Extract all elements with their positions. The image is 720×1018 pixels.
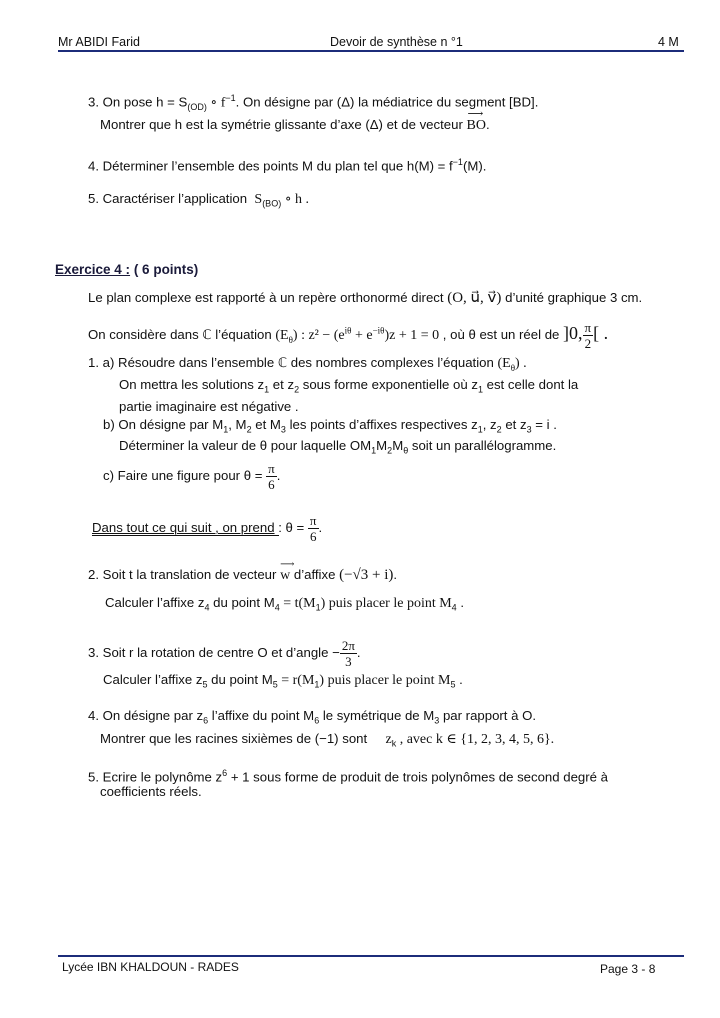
exercise4-q5-line2: coefficients réels. — [100, 784, 202, 799]
part-a-q3-line2: Montrer que h est la symétrie glissante d’axe (Δ) et de vecteur ⟶ BO. — [100, 108, 490, 133]
part-a-q5: 5. Caractériser l’application $S_{(BO)}$ ∘ h . — [88, 191, 310, 209]
exercise4-q2-line2: Calculer l’affixe $z_4$ du point $M_4 = t(M_1)$ puis placer le point $M_4$ . — [105, 595, 465, 613]
exercise4-q4: 4. On désigne par $z_6$ l’affixe du point $M_6$ le symétrique de $M_3$ par rapport à O. — [88, 708, 537, 726]
exercise4-q3: 3. Soit r la rotation de centre O et d’angle − $\frac{2\pi}{3}$ . — [88, 638, 361, 669]
exercise4-q5: 5. Ecrire le polynôme $z^6 + 1$ sous forme de produit de trois polynômes de second degré à — [88, 768, 608, 785]
footer-rule — [58, 955, 684, 957]
exercise4-intro: Le plan complexe est rapporté à un repère orthonormé direct (O, u⃗, v⃗) d’unité graphique 3 cm. — [88, 290, 643, 306]
header-author: Mr ABIDI Farid — [58, 35, 140, 49]
exercise4-q2: 2. Soit t la translation de vecteur ⟶ w d’affixe (−√3 + i). — [88, 559, 398, 583]
exercise4-title: Exercice 4 : ( 6 points) — [55, 262, 199, 277]
footer-school: Lycée IBN KHALDOUN - RADES — [62, 960, 239, 974]
footer-page-number: Page 3 - 8 — [600, 962, 656, 976]
interval-fraction: $\frac{\pi}{2}$ — [584, 320, 592, 351]
exercise4-q1b-line2: Déterminer la valeur de θ pour laquelle $OM_1M_2M_\theta$ soit un parallélogramme. — [119, 438, 557, 456]
exercise4-q4-line2: Montrer que les racines sixièmes de (−1) sont $z_k$ , avec k ∈ {1, 2, 3, 4, 5, 6}. — [100, 731, 555, 749]
header-class: 4 M — [658, 35, 679, 49]
header-title: Devoir de synthèse n °1 — [330, 35, 463, 49]
convention-underline — [92, 535, 279, 536]
header-rule — [58, 50, 684, 52]
exercise4-q3-line2: Calculer l’affixe $z_5$ du point $M_5 = r(M_1)$ puis placer le point $M_5$ . — [103, 672, 463, 690]
exercise4-q1c: c) Faire une figure pour θ = $\frac{\pi}{6}$ . — [103, 461, 281, 492]
part-a-q4: 4. Déterminer l’ensemble des points M du plan tel que $h(M) = f^{-1}(M)$. — [88, 157, 487, 174]
exercise4-q1a: 1. a) Résoudre dans l’ensemble ℂ des nombres complexes l’équation $(E_\theta)$ . — [88, 355, 527, 373]
exercise4-q1b: b) On désigne par $M_1$, $M_2$ et $M_3$ les points d’affixes respectives $z_1$, $z_2$ et $z_3 = i$ . — [103, 417, 557, 435]
exercise4-q1a-line3: partie imaginaire est négative . — [119, 399, 299, 414]
exercise4-convention: Dans tout ce qui suit , on prend : θ = $\frac{\pi}{6}$ . — [92, 513, 323, 544]
part-a-q3-line1: 3. On pose $h = S_{(OD)}$ ∘ $f^{-1}$. On désigne par (Δ) la médiatrice du segment [BD]. — [88, 93, 539, 113]
exercise4-q1a-line2: On mettra les solutions $z_1$ et $z_2$ sous forme exponentielle où $z_1$ est celle dont la — [119, 377, 579, 395]
exercise4-equation: On considère dans ℂ l’équation $(E_\theta)$ : $z^2 - (e^{i\theta} + e^{-i\theta})z + 1 = 0$ , où θ est un réel de ]0, $\frac{\pi}{2}$ [ . — [88, 320, 609, 351]
